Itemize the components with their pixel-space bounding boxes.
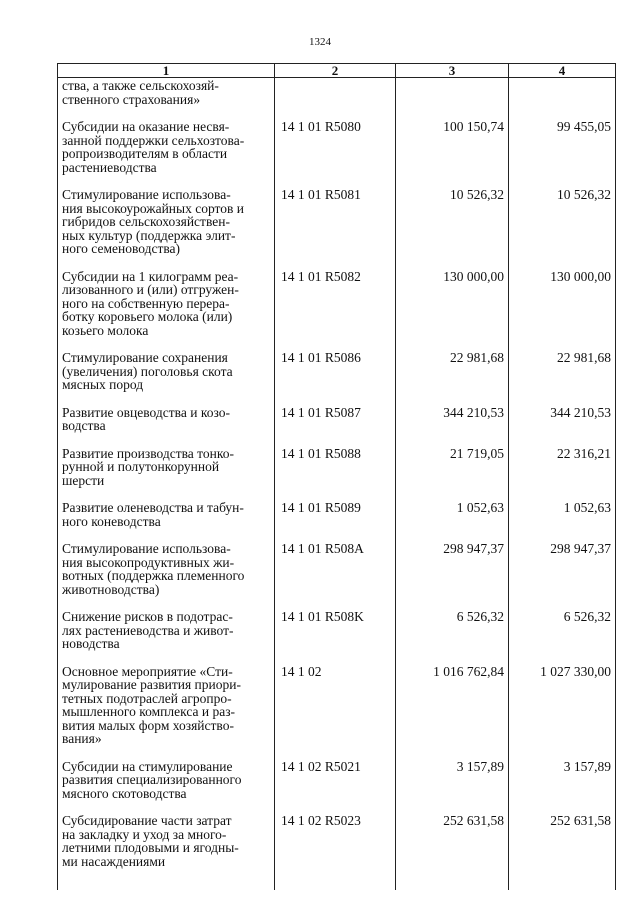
row-value-col3-cell: 130 000,00 bbox=[396, 270, 509, 352]
table-header-row bbox=[58, 64, 616, 78]
row-value-col4-cell: 6 526,32 bbox=[509, 610, 616, 665]
row-value-col3-cell: 10 526,32 bbox=[396, 188, 509, 270]
row-value-col3-cell: 6 526,32 bbox=[396, 610, 509, 665]
row-name-cell: Стимулирование использова- ния высокопродуктивных жи- вотных (поддержка племенного животноводства) bbox=[58, 542, 275, 610]
table-row bbox=[58, 665, 616, 760]
row-value-col3-cell: 3 157,89 bbox=[396, 760, 509, 815]
row-name-cell: Развитие овцеводства и козо- водства bbox=[58, 406, 275, 447]
row-value-col3-cell: 1 052,63 bbox=[396, 501, 509, 542]
row-name-cell: Субсидии на 1 килограмм реа- лизованного и (или) отгружен- ного на собственную перера- ботку коровьего молока (или) козьего молока bbox=[58, 270, 275, 352]
row-value-col3-cell: 100 150,74 bbox=[396, 120, 509, 188]
table-row bbox=[58, 501, 616, 542]
row-code-cell: 14 1 02 R5023 bbox=[275, 814, 396, 890]
column-header: 1 bbox=[58, 64, 275, 78]
row-name-cell: Развитие производства тонко- рунной и полутонкорунной шерсти bbox=[58, 447, 275, 502]
row-value-col3-cell bbox=[396, 78, 509, 121]
table-row bbox=[58, 78, 616, 121]
row-code-cell: 14 1 01 R5086 bbox=[275, 351, 396, 406]
row-name-cell: Субсидирование части затрат на закладку и уход за много- летними плодовыми и ягодны- ми насаждениями bbox=[58, 814, 275, 890]
row-code-cell: 14 1 01 R5081 bbox=[275, 188, 396, 270]
row-value-col4-cell: 1 027 330,00 bbox=[509, 665, 616, 760]
row-name-cell: Субсидии на оказание несвя- занной поддержки сельхозтова- ропроизводителям в области растениеводства bbox=[58, 120, 275, 188]
row-code-cell: 14 1 01 R5087 bbox=[275, 406, 396, 447]
row-name-cell: Стимулирование сохранения (увеличения) поголовья скота мясных пород bbox=[58, 351, 275, 406]
table-row bbox=[58, 351, 616, 406]
row-value-col3-cell: 298 947,37 bbox=[396, 542, 509, 610]
row-name-cell: Развитие оленеводства и табун- ного коневодства bbox=[58, 501, 275, 542]
row-value-col4-cell: 344 210,53 bbox=[509, 406, 616, 447]
page-number: 1324 bbox=[309, 36, 331, 48]
row-name-cell: Стимулирование использова- ния высокоурожайных сортов и гибридов сельскохозяйствен- ных культур (поддержка элит- ного семеноводства) bbox=[58, 188, 275, 270]
table-row bbox=[58, 814, 616, 890]
row-value-col3-cell: 21 719,05 bbox=[396, 447, 509, 502]
table-row bbox=[58, 760, 616, 815]
row-value-col4-cell: 99 455,05 bbox=[509, 120, 616, 188]
row-code-cell: 14 1 02 R5021 bbox=[275, 760, 396, 815]
table-row bbox=[58, 610, 616, 665]
row-value-col4-cell: 22 981,68 bbox=[509, 351, 616, 406]
row-value-col4-cell: 3 157,89 bbox=[509, 760, 616, 815]
table-row bbox=[58, 188, 616, 270]
row-code-cell: 14 1 01 R5089 bbox=[275, 501, 396, 542]
row-value-col4-cell: 252 631,58 bbox=[509, 814, 616, 890]
row-name-cell: Субсидии на стимулирование развития специализированного мясного скотоводства bbox=[58, 760, 275, 815]
table-row bbox=[58, 406, 616, 447]
column-header: 2 bbox=[275, 64, 396, 78]
column-header: 3 bbox=[396, 64, 509, 78]
table-row bbox=[58, 270, 616, 352]
row-code-cell: 14 1 01 R508A bbox=[275, 542, 396, 610]
row-code-cell: 14 1 01 R5088 bbox=[275, 447, 396, 502]
table-row bbox=[58, 447, 616, 502]
table-row bbox=[58, 542, 616, 610]
row-value-col3-cell: 1 016 762,84 bbox=[396, 665, 509, 760]
row-code-cell: 14 1 01 R508K bbox=[275, 610, 396, 665]
table-row bbox=[58, 120, 616, 188]
row-value-col3-cell: 252 631,58 bbox=[396, 814, 509, 890]
row-code-cell bbox=[275, 78, 396, 121]
row-name-cell: Снижение рисков в подотрас- лях растениеводства и живот- новодства bbox=[58, 610, 275, 665]
row-code-cell: 14 1 01 R5082 bbox=[275, 270, 396, 352]
row-value-col4-cell: 1 052,63 bbox=[509, 501, 616, 542]
row-name-cell: Основное мероприятие «Сти- мулирование развития приори- тетных подотраслей агропро- мышленного комплекса и раз- вития малых форм хозяйство- вания» bbox=[58, 665, 275, 760]
row-code-cell: 14 1 02 bbox=[275, 665, 396, 760]
row-value-col4-cell: 22 316,21 bbox=[509, 447, 616, 502]
row-code-cell: 14 1 01 R5080 bbox=[275, 120, 396, 188]
row-name-cell: ства, а также сельскохозяй- ственного страхования» bbox=[58, 78, 275, 121]
column-header: 4 bbox=[509, 64, 616, 78]
row-value-col4-cell: 130 000,00 bbox=[509, 270, 616, 352]
row-value-col3-cell: 22 981,68 bbox=[396, 351, 509, 406]
row-value-col4-cell: 298 947,37 bbox=[509, 542, 616, 610]
budget-table bbox=[57, 63, 616, 890]
row-value-col4-cell: 10 526,32 bbox=[509, 188, 616, 270]
row-value-col4-cell bbox=[509, 78, 616, 121]
row-value-col3-cell: 344 210,53 bbox=[396, 406, 509, 447]
